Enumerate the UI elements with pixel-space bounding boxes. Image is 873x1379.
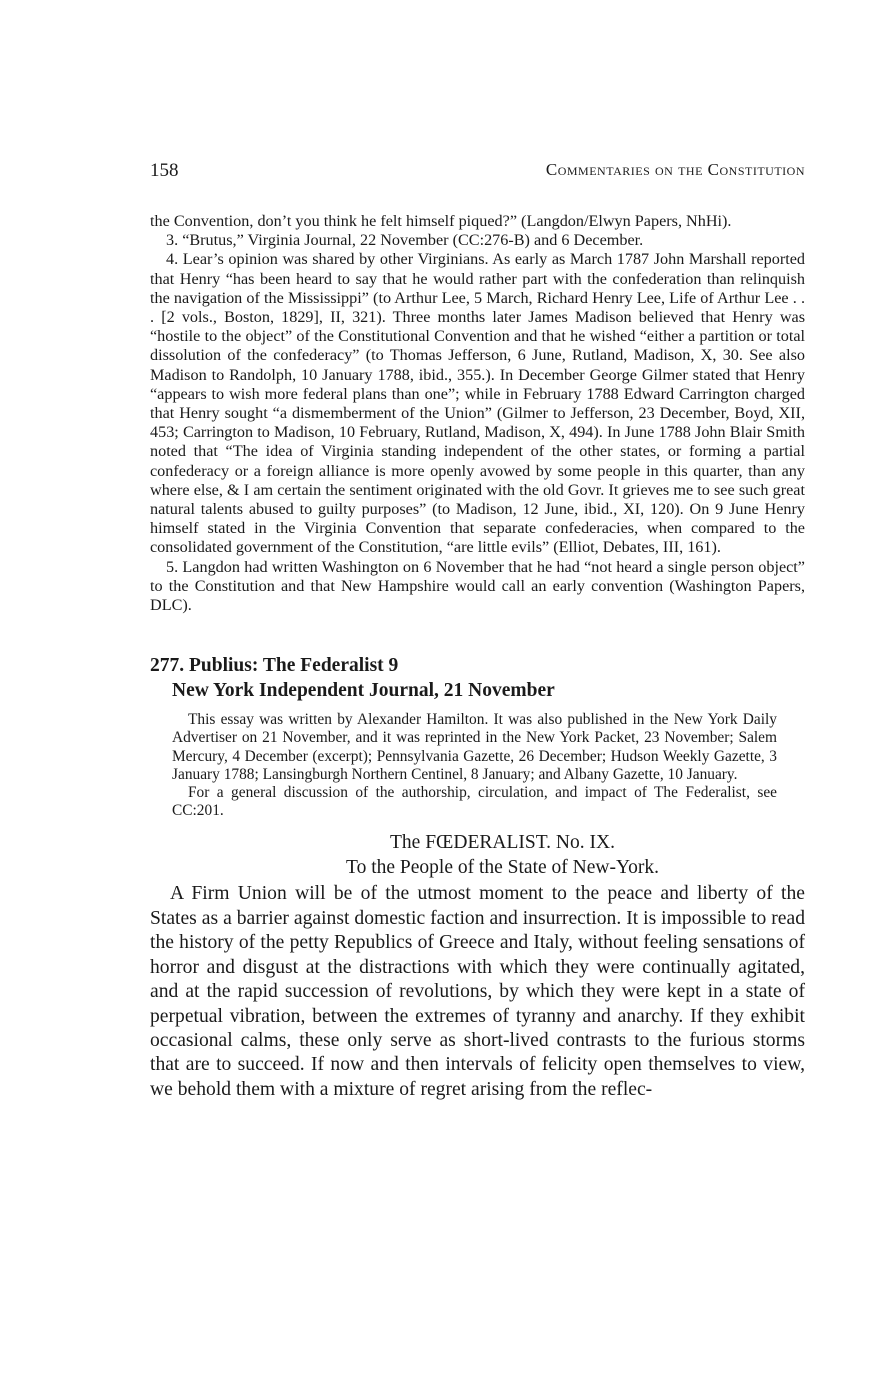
article-salutation: To the People of the State of New-York. — [346, 857, 659, 879]
book-page — [150, 160, 805, 1102]
headnote-paragraph: This essay was written by Alexander Hamilton. It was also published in the New York Daily Advertiser on 21 November, and it was reprinted in the New York Packet, 23 November; Salem Mercury, 4 December (excerpt); Pennsylvania Gazette, 26 December; Hudson Weekly Gazette, 3 January 1788; Lansingburgh Northern Centinel, 8 January; and Albany Gazette, 10 January. — [172, 711, 777, 783]
article-title: The FŒDERALIST. No. IX. — [390, 832, 615, 854]
article-body — [150, 882, 805, 1102]
running-head — [150, 160, 805, 190]
document-heading-source: New York Independent Journal, 21 November — [172, 680, 555, 702]
footnotes — [150, 212, 805, 615]
headnote — [150, 711, 805, 820]
article-paragraph: A Firm Union will be of the utmost moment to the peace and liberty of the States as a barrier against domestic faction and insurrection. It is impossible to read the history of the petty Republics of Greece and Italy, without feeling sensations of horror and disgust at the distractions with which they were continually agitated, and at the rapid succession of revolutions, by which they were kept in a state of perpetual vibration, between the extremes of tyranny and anarchy. If they exhibit occasional calms, these only serve as short-lived contrasts to the furious storms that are to succeed. If now and then intervals of felicity open themselves to view, we behold them with a mixture of regret arising from the reflec- — [150, 883, 805, 1100]
running-head-title: Commentaries on the Constitution — [545, 160, 805, 179]
page-number: 158 — [150, 160, 179, 181]
headnote-paragraph: For a general discussion of the authorship, circulation, and impact of The Federalist, see CC:201. — [172, 784, 777, 820]
note-3: 3. “Brutus,” Virginia Journal, 22 November (CC:276-B) and 6 December. — [166, 231, 644, 250]
note-5: 5. Langdon had written Washington on 6 November that he had “not heard a single person object” to the Constitution and that New Hampshire would call an early convention (Washington Papers, DLC). — [150, 557, 805, 615]
note-4: 4. Lear’s opinion was shared by other Virginians. As early as March 1787 John Marshall reported that Henry “has been heard to say that he would rather part with the confederation than relinquish the navigation of the Mississippi” (to Arthur Lee, 5 March, Richard Henry Lee, Life of Arthur Lee . . . [2 vols., Boston, 1829], II, 321). Three months later James Madison believed that Henry was “hostile to the object” of the Constitutional Convention and that he wished “either a partition or total dissolution of the confederacy” (to Thomas Jefferson, 6 June, Rutland, Madison, X, 30. See also Madison to Randolph, 10 January 1788, ibid., 355.). In December George Gilmer stated that Henry “appears to wish more federal plans than one”; while in February 1788 Edward Carrington charged that Henry sought “a dismemberment of the Union” (Gilmer to Jefferson, 23 December, Boyd, XII, 453; Carrington to Madison, 10 February, Rutland, Madison, X, 494). In June 1788 John Blair Smith noted that “The idea of Virginia standing independent of the other states, or forming a partial confederacy or a foreign alliance is more openly avowed by some people in this quarter, than any where else, & I am certain the sentiment originated with the old Govr. It grieves me to see such great natural talents abused to guilty purposes” (to Madison, 12 June, ibid., XI, 120). On 9 June Henry himself stated in the Virginia Convention that separate confederacies, when compared to the consolidated government of the Constitution, “are little evils” (Elliot, Debates, III, 161). — [150, 250, 805, 557]
document-heading-title: 277. Publius: The Federalist 9 — [150, 655, 399, 677]
document-heading — [150, 653, 805, 703]
note-continuation: the Convention, don’t you think he felt himself piqued?” (Langdon/Elwyn Papers, NhHi). — [150, 212, 732, 230]
